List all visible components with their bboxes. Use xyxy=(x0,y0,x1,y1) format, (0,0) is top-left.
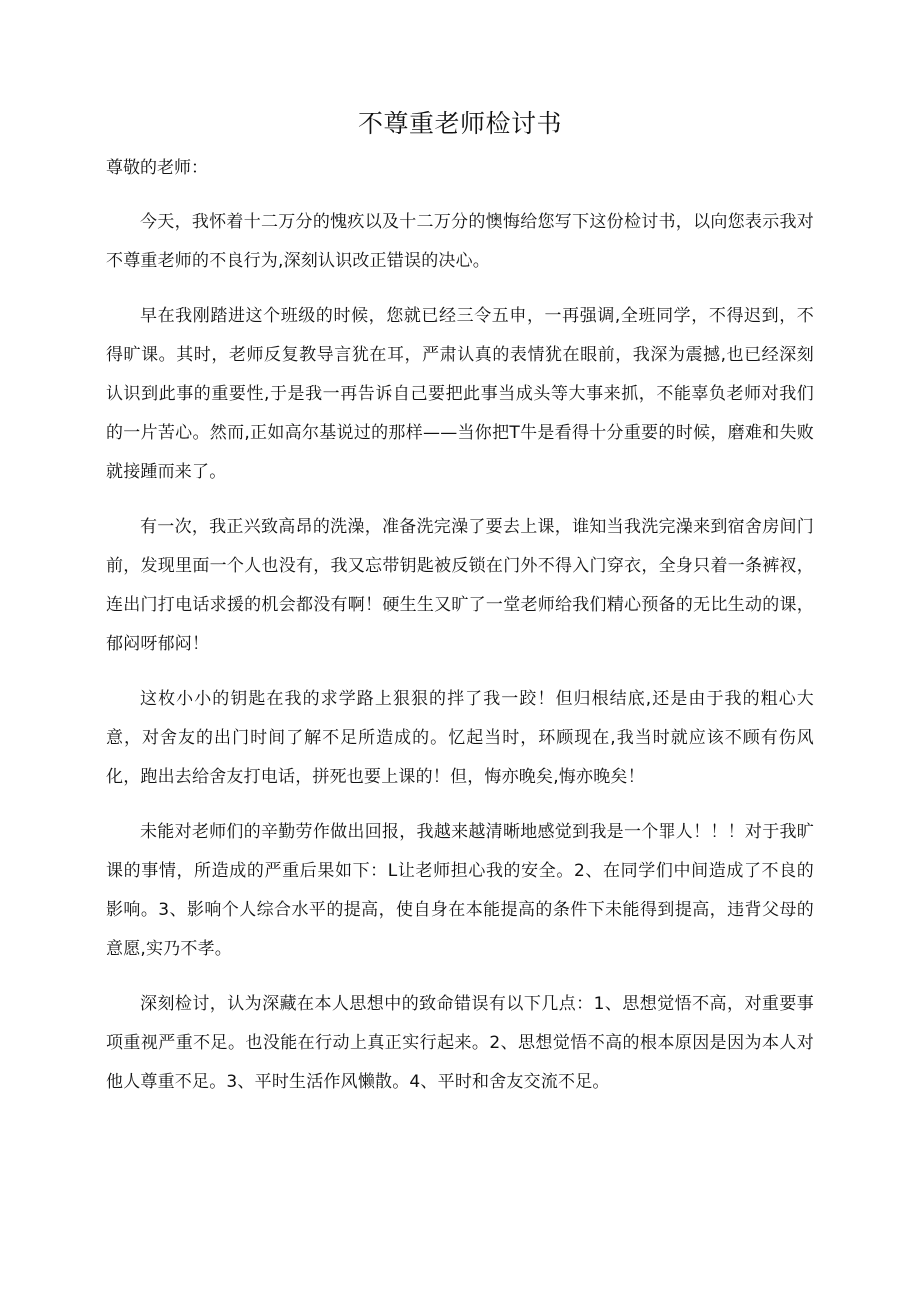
paragraph: 今天，我怀着十二万分的愧疚以及十二万分的懊悔给您写下这份检讨书，以向您表示我对不尊重老师的不良行为,深刻认识改正错误的决心。 xyxy=(106,212,814,271)
paragraph: 有一次，我正兴致高昂的洗澡，准备洗完澡了要去上课，谁知当我洗完澡来到宿舍房间门前，发现里面一个人也没有，我又忘带钥匙被反锁在门外不得入门穿衣，全身只着一条裤衩，连出门打电话求援的机会都没有啊！硬生生又旷了一堂老师给我们精心预备的无比生动的课，郁闷呀郁闷！ xyxy=(106,517,814,654)
paragraph: 早在我刚踏进这个班级的时候，您就已经三令五申，一再强调,全班同学，不得迟到，不得旷课。其时，老师反复教导言犹在耳，严肃认真的表情犹在眼前，我深为震撼,也已经深刻认识到此事的重要性,于是我一再告诉自己要把此事当成头等大事来抓，不能辜负老师对我们的一片苦心。然而,正如高尔基说过的那样——当你把T牛是看得十分重要的时候，磨难和失败就接踵而来了。 xyxy=(106,306,814,482)
salutation: 尊敬的老师： xyxy=(106,158,208,178)
paragraph: 深刻检讨，认为深藏在本人思想中的致命错误有以下几点：1、思想觉悟不高，对重要事项重视严重不足。也没能在行动上真正实行起来。2、思想觉悟不高的根本原因是因为本人对他人尊重不足。3、平时生活作风懒散。4、平时和舍友交流不足。 xyxy=(106,994,814,1092)
document-title: 不尊重老师检讨书 xyxy=(357,109,562,138)
paragraph: 未能对老师们的辛勤劳作做出回报，我越来越清晰地感觉到我是一个罪人！！！对于我旷课的事情，所造成的严重后果如下：L让老师担心我的安全。2、在同学们中间造成了不良的影响。3、影响个人综合水平的提高，使自身在本能提高的条件下未能得到提高，违背父母的意愿,实乃不孝。 xyxy=(106,822,814,959)
paragraph: 这枚小小的钥匙在我的求学路上狠狠的拌了我一跤！但归根结底,还是由于我的粗心大意，对舍友的出门时间了解不足所造成的。忆起当时，环顾现在,我当时就应该不顾有伤风化，跑出去给舍友打电话，拼死也要上课的！但，悔亦晚矣,悔亦晚矣！ xyxy=(106,689,814,787)
